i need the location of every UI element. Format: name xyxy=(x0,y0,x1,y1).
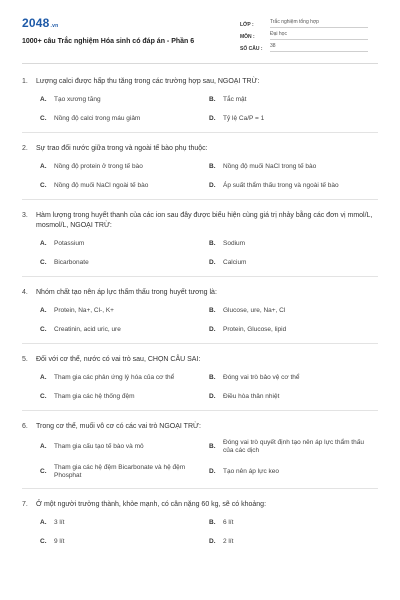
option-letter: A. xyxy=(40,163,47,170)
option-text: 3 lít xyxy=(54,519,65,526)
question-number: 4. xyxy=(22,289,28,296)
site-logo[interactable] xyxy=(22,16,194,33)
answer-option[interactable] xyxy=(209,326,378,334)
question-text: Hàm lượng trong huyết thanh của các ion sau đây được biểu hiện cùng giá trị nhảy bằng các đơn vị mmol/L, mosmol/L, NGOẠI TRỪ: xyxy=(36,212,373,229)
question-number: 6. xyxy=(22,423,28,430)
answer-option[interactable] xyxy=(209,96,378,104)
answer-options xyxy=(22,163,378,190)
option-text: Nồng độ protein ở trong tế bào xyxy=(54,163,143,170)
option-text: Potassium xyxy=(54,240,85,247)
question-number: 5. xyxy=(22,356,28,363)
question-block xyxy=(22,277,378,344)
option-text: Protein, Glucose, lipid xyxy=(223,326,287,333)
meta-count-value: 38 xyxy=(270,43,368,52)
option-text: 2 lít xyxy=(223,538,234,545)
answer-option[interactable] xyxy=(40,163,209,171)
option-letter: B. xyxy=(209,519,216,526)
option-text: Glucose, ure, Na+, Cl xyxy=(223,307,286,314)
option-letter: B. xyxy=(209,374,216,381)
answer-option[interactable] xyxy=(40,240,209,248)
document-meta xyxy=(240,16,368,52)
logo-tld: .vn xyxy=(50,23,59,29)
option-letter: C. xyxy=(40,393,47,400)
question-text: Trong cơ thể, muối vô cơ có các vai trò NGOẠI TRỪ: xyxy=(36,423,201,430)
question-text: Đối với cơ thể, nước có vai trò sau, CHỌN CÂU SAI: xyxy=(36,356,201,363)
option-letter: B. xyxy=(209,307,216,314)
answer-options xyxy=(22,240,378,267)
question-stem xyxy=(22,211,378,231)
question-text: Lượng calci được hấp thu tăng trong các trường hợp sau, NGOẠI TRỪ: xyxy=(36,78,260,85)
option-text: Nồng độ muối NaCl trong tế bào xyxy=(223,163,317,170)
meta-count-label: SỐ CÂU : xyxy=(240,46,263,52)
question-block xyxy=(22,133,378,200)
answer-option[interactable] xyxy=(40,464,209,480)
answer-option[interactable] xyxy=(209,464,378,480)
option-text: Tạo nên áp lực keo xyxy=(223,468,280,475)
option-text: Tạo xương tăng xyxy=(54,96,101,103)
answer-option[interactable] xyxy=(209,538,378,546)
answer-option[interactable] xyxy=(209,519,378,527)
question-number: 3. xyxy=(22,212,28,219)
meta-subject-value: Đại học xyxy=(270,31,368,40)
question-stem xyxy=(22,77,378,87)
answer-options xyxy=(22,439,378,480)
option-letter: B. xyxy=(209,163,216,170)
option-letter: A. xyxy=(40,307,47,314)
option-text: Protein, Na+, Cl-, K+ xyxy=(54,307,114,314)
answer-option[interactable] xyxy=(40,439,209,455)
option-letter: A. xyxy=(40,96,47,103)
answer-option[interactable] xyxy=(40,307,209,315)
answer-options xyxy=(22,96,378,123)
option-text: Điều hòa thân nhiệt xyxy=(223,393,280,400)
meta-class-value: Trắc nghiệm tổng hợp xyxy=(270,19,368,28)
answer-options xyxy=(22,519,378,546)
answer-option[interactable] xyxy=(209,182,378,190)
question-number: 1. xyxy=(22,78,28,85)
option-letter: C. xyxy=(40,182,47,189)
answer-option[interactable] xyxy=(40,326,209,334)
meta-class-row xyxy=(240,16,368,28)
option-text: 9 lít xyxy=(54,538,65,545)
answer-option[interactable] xyxy=(209,259,378,267)
question-list xyxy=(22,64,378,546)
answer-options xyxy=(22,307,378,334)
option-text: Tham gia các phản ứng lý hóa của cơ thể xyxy=(54,374,175,381)
question-block xyxy=(22,77,378,133)
question-block xyxy=(22,411,378,489)
option-text: Tỷ lệ Ca/P = 1 xyxy=(223,115,265,122)
answer-option[interactable] xyxy=(209,115,378,123)
brand-column xyxy=(22,16,194,47)
option-letter: C. xyxy=(40,326,47,333)
question-block xyxy=(22,200,378,277)
answer-option[interactable] xyxy=(40,96,209,104)
question-number: 2. xyxy=(22,145,28,152)
option-text: Đóng vai trò quyết định tạo nên áp lực thẩm thấu của các dịch xyxy=(223,439,364,454)
meta-class-label: LỚP : xyxy=(240,22,254,28)
answer-option[interactable] xyxy=(209,307,378,315)
answer-option[interactable] xyxy=(209,439,378,455)
option-letter: D. xyxy=(209,182,216,189)
logo-main: 2048 xyxy=(22,16,50,30)
option-letter: A. xyxy=(40,374,47,381)
option-text: Creatinin, acid uric, ure xyxy=(54,326,121,333)
option-text: Tham gia các hệ thống đệm xyxy=(54,393,135,400)
answer-option[interactable] xyxy=(40,374,209,382)
meta-count-row xyxy=(240,40,368,52)
option-text: Tắc mật xyxy=(223,96,247,103)
answer-option[interactable] xyxy=(40,259,209,267)
question-text: Sự trao đổi nước giữa trong và ngoài tế bào phụ thuộc: xyxy=(36,145,208,152)
option-text: Áp suất thẩm thấu trong và ngoài tế bào xyxy=(223,182,339,189)
answer-option[interactable] xyxy=(209,374,378,382)
option-letter: C. xyxy=(40,468,47,475)
answer-option[interactable] xyxy=(209,393,378,401)
option-letter: A. xyxy=(40,443,47,450)
question-stem xyxy=(22,144,378,154)
option-letter: D. xyxy=(209,115,216,122)
option-letter: D. xyxy=(209,538,216,545)
answer-option[interactable] xyxy=(209,163,378,171)
answer-option[interactable] xyxy=(209,240,378,248)
answer-option[interactable] xyxy=(40,538,209,546)
document-header xyxy=(22,0,378,64)
answer-option[interactable] xyxy=(40,519,209,527)
answer-option[interactable] xyxy=(40,182,209,190)
question-text: Nhóm chất tạo nên áp lực thẩm thấu trong huyết tương là: xyxy=(36,289,217,296)
answer-options xyxy=(22,374,378,401)
option-letter: C. xyxy=(40,115,47,122)
option-letter: B. xyxy=(209,96,216,103)
option-letter: A. xyxy=(40,240,47,247)
answer-option[interactable] xyxy=(40,393,209,401)
option-letter: A. xyxy=(40,519,47,526)
option-text: Tham gia cấu tạo tế bào và mô xyxy=(54,443,144,450)
option-letter: C. xyxy=(40,259,47,266)
question-stem xyxy=(22,288,378,298)
option-text: Nồng độ calci trong máu giảm xyxy=(54,115,141,122)
option-text: 6 lít xyxy=(223,519,234,526)
option-text: Tham gia các hệ đệm Bicarbonate và hệ đệm Phosphat xyxy=(54,464,186,479)
question-block xyxy=(22,489,378,546)
option-letter: D. xyxy=(209,259,216,266)
option-text: Bicarbonate xyxy=(54,259,89,266)
question-block xyxy=(22,344,378,411)
option-text: Sodium xyxy=(223,240,246,247)
option-letter: C. xyxy=(40,538,47,545)
meta-subject-row xyxy=(240,28,368,40)
question-number: 7. xyxy=(22,501,28,508)
answer-option[interactable] xyxy=(40,115,209,123)
option-letter: B. xyxy=(209,443,216,450)
document-title: 1000+ câu Trắc nghiệm Hóa sinh có đáp án - Phần 6 xyxy=(22,38,195,45)
question-stem xyxy=(22,422,378,432)
question-stem xyxy=(22,355,378,365)
option-letter: D. xyxy=(209,468,216,475)
option-letter: D. xyxy=(209,393,216,400)
meta-subject-label: MÔN : xyxy=(240,34,255,40)
option-text: Nồng độ muối NaCl ngoài tế bào xyxy=(54,182,149,189)
question-stem xyxy=(22,500,378,510)
question-text: Ở một người trưởng thành, khỏe mạnh, có cân nặng 60 kg, sẽ có khoảng: xyxy=(36,501,267,508)
option-text: Đóng vai trò bảo vệ cơ thể xyxy=(223,374,300,381)
option-letter: B. xyxy=(209,240,216,247)
option-letter: D. xyxy=(209,326,216,333)
option-text: Calcium xyxy=(223,259,247,266)
